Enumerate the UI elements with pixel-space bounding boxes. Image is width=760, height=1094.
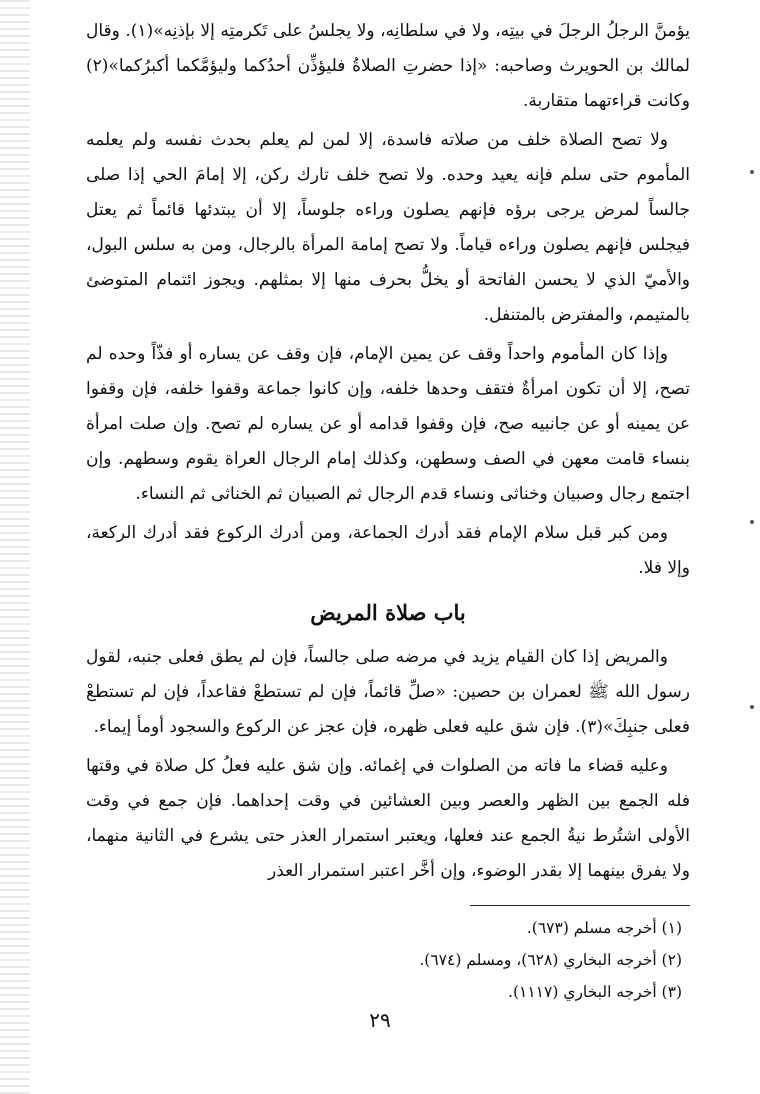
main-text: [86, 14, 690, 893]
paragraph: ولا تصح الصلاة خلف من صلاته فاسدة، إلا لمن لم يعلم بحدث نفسه ولم يعلمه المأموم حتى سلم فإنه يعيد وحده. ولا تصح خلف تارك ركن، إلا إمامَ الحي إذا صلى جالساً لمرض يرجى برؤه فإنهم يصلون وراءه جلوساً، إلا أن يبتدئها قائماً ثم يعتل فيجلس فإنهم يصلون وراءه قياماً. ولا تصح إمامة المرأة بالرجال، ومن به سلس البول، والأميّ الذي لا يحسن الفاتحة أو يخلُّ بحرف منها إلا بمثلهم. ويجوز ائتمام المتوضئ بالمتيمم، والمفترض بالمتنفل.: [86, 130, 690, 325]
margin-mark: [750, 520, 754, 524]
paragraph: وعليه قضاء ما فاته من الصلوات في إغمائه. وإن شق عليه فعلُ كل صلاة في وقتها فله الجمع بين الظهر والعصر وبين العشائين في وقت إحداهما. فإن جمع في وقت الأولى اشتُرط نيةُ الجمع عند فعلها، ويعتبر استمرار العذر حتى يشرع في الثانية منهما، ولا يفرق بينهما إلا بقدر الوضوء، وإن أخَّر اعتبر استمرار العذر: [86, 756, 690, 881]
margin-mark: [750, 170, 754, 174]
margin-mark: [750, 705, 754, 709]
footnotes: [86, 912, 690, 1008]
footnote: (٢) أخرجه البخاري (٦٢٨)، ومسلم (٦٧٤).: [419, 951, 682, 969]
footnote-divider: [470, 905, 690, 906]
section-heading: باب صلاة المريض: [310, 600, 466, 625]
paragraph: يؤمنَّ الرجلُ الرجلَ في بيتِه، ولا في سلطانِه، ولا يجلسُ على تَكرمتِه إلا بإذنِه»(١). وقال لمالك بن الحويرث وصاحبه: «إذا حضرتِ الصلاةُ فليؤذِّن أحدُكما وليؤمَّكما أكبرُكما»(٢) وكانت قراءتهما متقاربة.: [86, 21, 690, 111]
paragraph: وإذا كان المأموم واحداً وقف عن يمين الإمام، فإن وقف عن يساره أو فذّاً وحده لم تصح، إلا أن تكون امرأةٌ فتقف وحدها خلفه، وإن كانوا جماعة وقفوا خلفه، فإن وقفوا عن يمينه أو عن جانبيه صح، فإن وقفوا قدامه أو عن يساره لم تصح. وإن صلت امرأة بنساء قامت معهن في الصف وسطهن، وكذلك إمام الرجال العراة يقوم وسطهم. وإن اجتمع رجال وصبيان وخناثى ونساء قدم الرجال ثم الصبيان ثم الخناثى ثم النساء.: [86, 344, 690, 504]
footnote: (١) أخرجه مسلم (٦٧٣).: [526, 919, 682, 937]
footnote: (٣) أخرجه البخاري (١١١٧).: [508, 983, 682, 1001]
paragraph: ومن كبر قبل سلام الإمام فقد أدرك الجماعة، ومن أدرك الركوع فقد أدرك الركعة، وإلا فلا.: [86, 523, 690, 578]
paragraph: والمريض إذا كان القيام يزيد في مرضه صلى جالساً، فإن لم يطق فعلى جنبه، لقول رسول الله ﷺ لعمران بن حصين: «صلِّ قائماً، فإن لم تستطعْ فقاعداً، فإن لم تستطعْ فعلى جنبِكَ»(٣). فإن شق عليه فعلى ظهره، فإن عجز عن الركوع والسجود أومأ إيماء.: [86, 647, 690, 737]
page-number: ٢٩: [369, 1008, 391, 1032]
binding-edge-texture: [0, 0, 30, 1094]
